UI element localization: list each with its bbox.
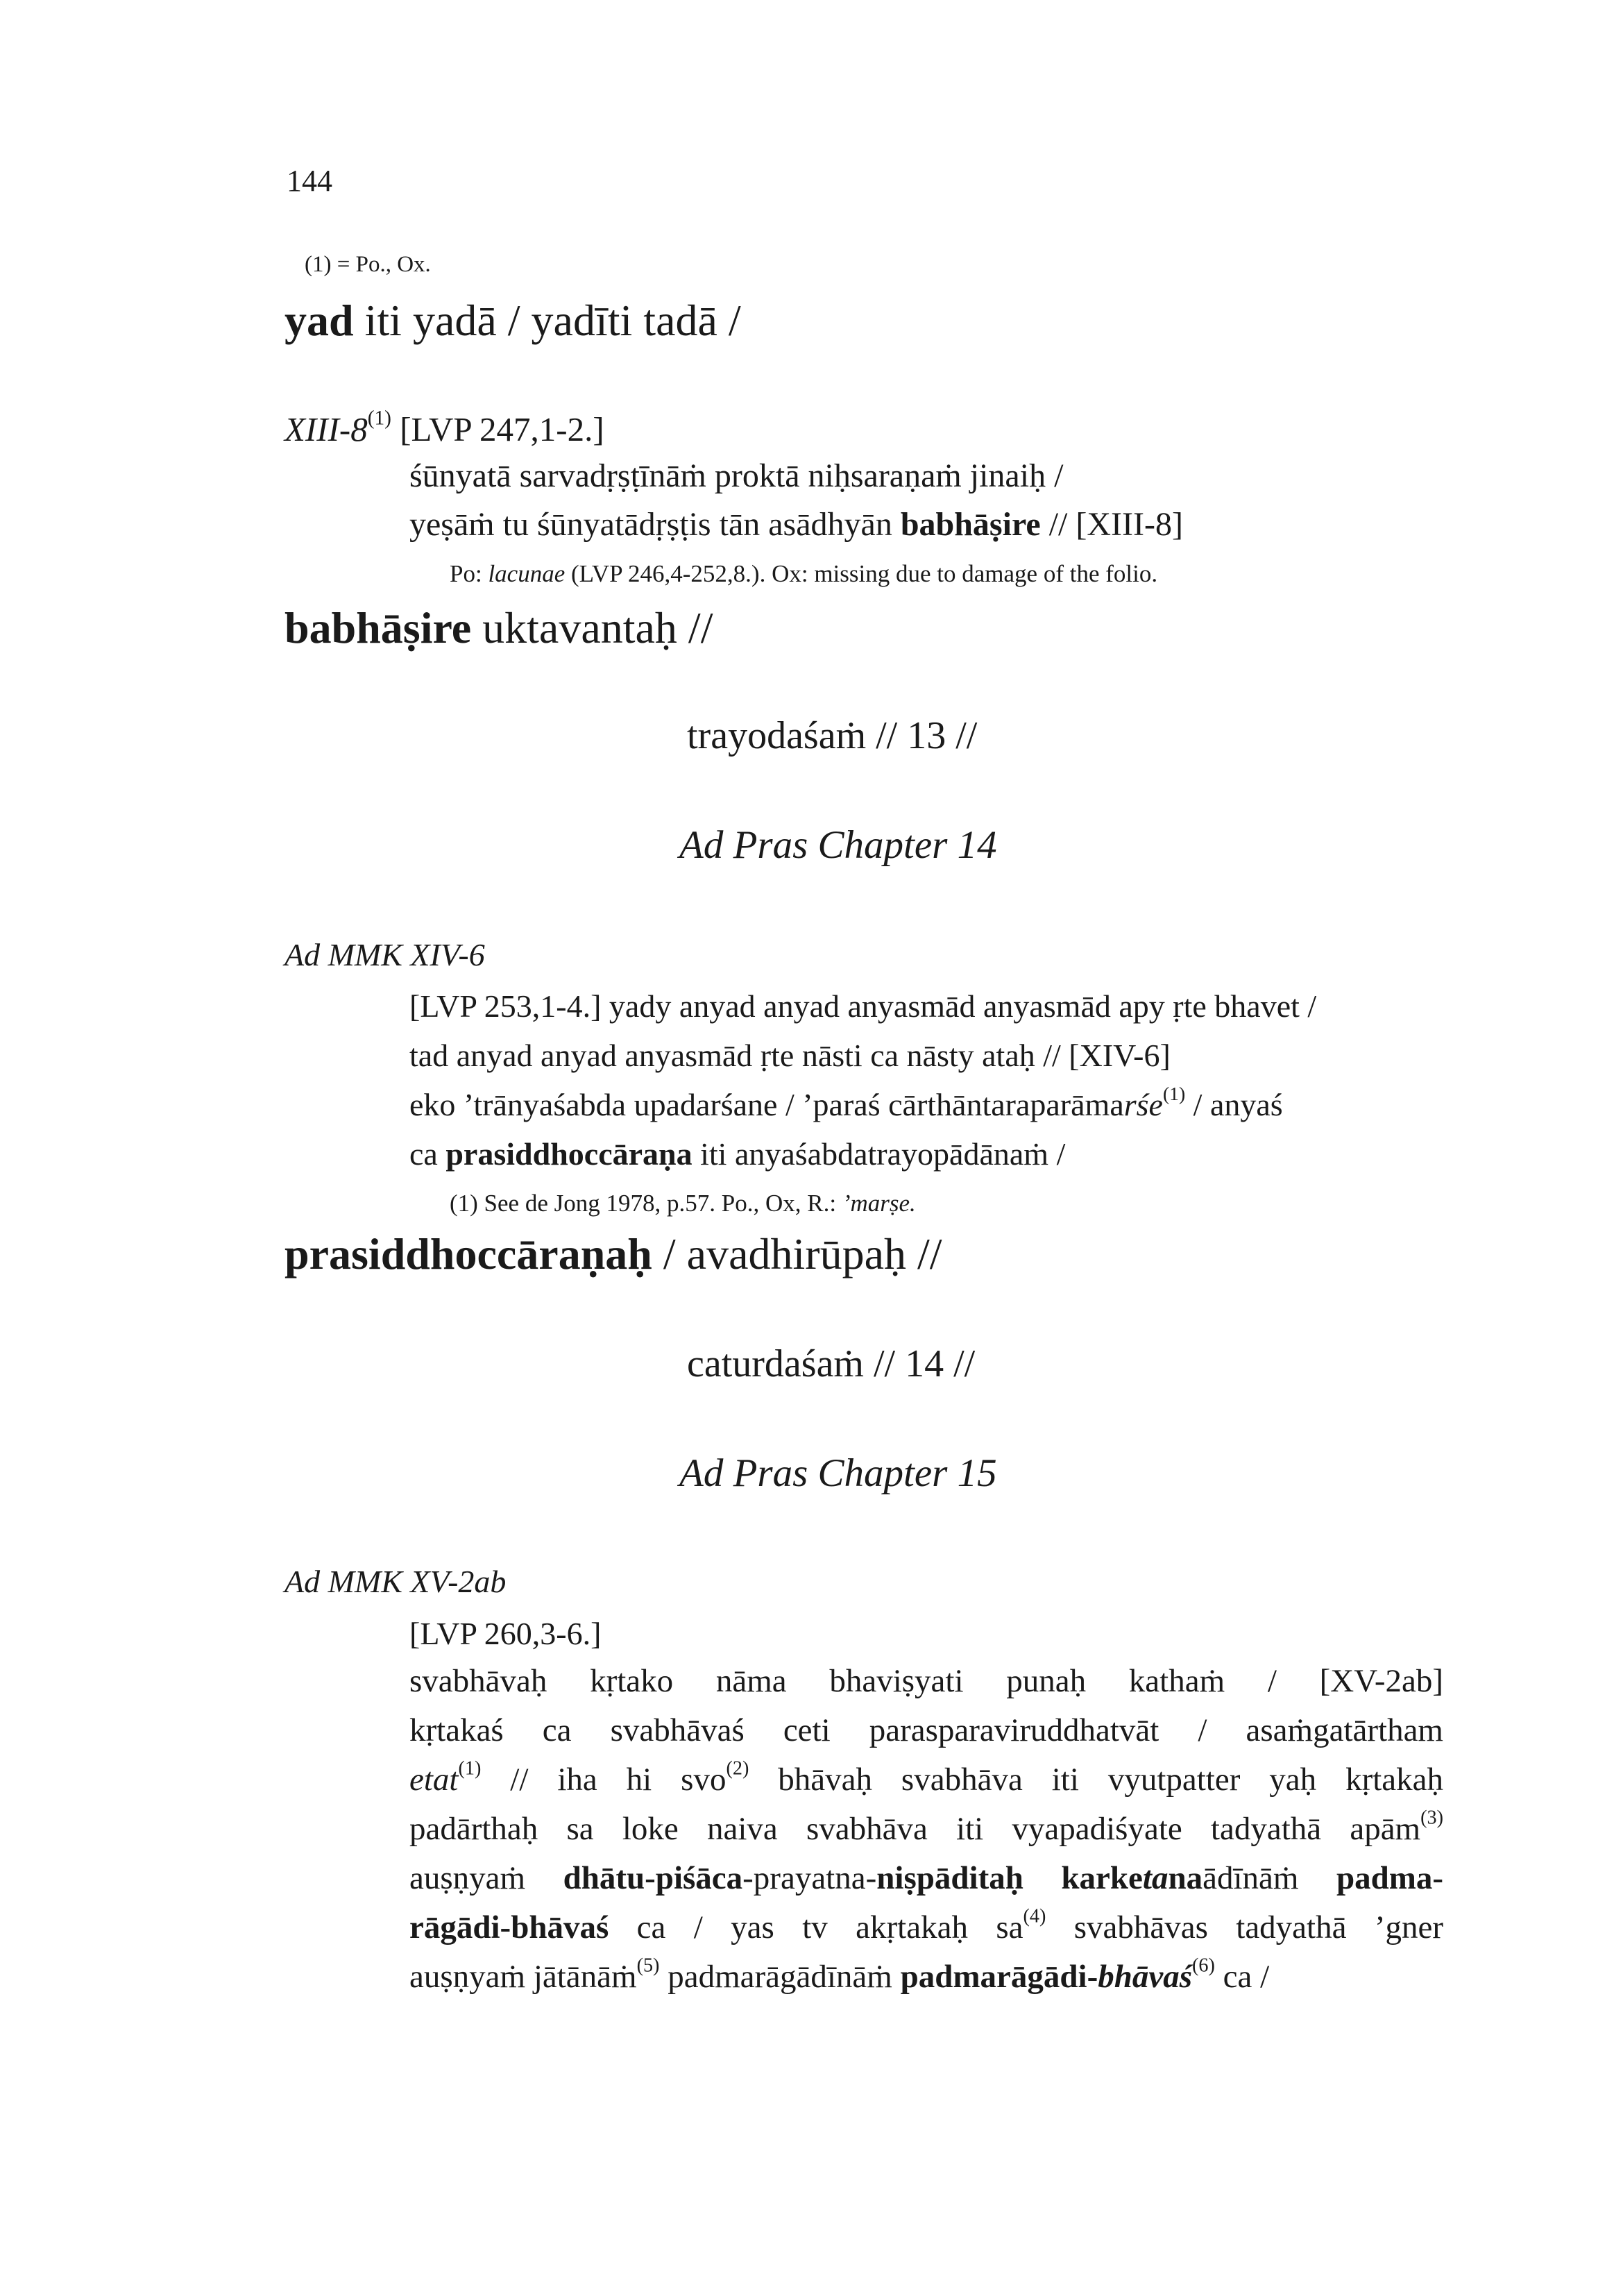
emphasized-word: babhāṣire (900, 506, 1041, 543)
text: ca (409, 1136, 438, 1172)
paragraph-line (409, 1903, 1443, 1952)
text: eko ’trānyaśabda upadarśane / ’paraś cārthāntaraparāma (409, 1087, 1124, 1122)
paragraph-line (409, 1952, 1443, 2002)
gloss: uktavantaḥ // (482, 603, 713, 652)
text-line: tad anyad anyad anyasmād ṛte nāsti ca nāsty ataḥ // [XIV-6] (409, 1038, 1171, 1073)
colophon-13: trayodaśaṁ // 13 // (687, 714, 978, 757)
footnote-marker: (2) (726, 1757, 749, 1780)
text-line: [LVP 253,1-4.] yady anyad anyad anyasmād anyasmād apy ṛte bhavet / (409, 988, 1317, 1024)
text: padārthaḥ sa loke naiva svabhāva iti vyapadiśyate tadyathā apām (409, 1811, 1421, 1847)
section-heading-xiv-6: Ad MMK XIV-6 (284, 937, 485, 972)
footnote-marker: (1) (458, 1757, 482, 1780)
lemma-line-yad (284, 295, 741, 346)
chapter-heading-14: Ad Pras Chapter 14 (679, 823, 997, 867)
emphasized-word: niṣpāditaḥ (876, 1860, 1023, 1896)
gloss: / avadhirūpaḥ // (663, 1229, 942, 1278)
footnote-marker: (5) (636, 1955, 660, 1977)
text: iti anyaśabdatrayopādānaṁ / (700, 1136, 1066, 1172)
text: svabhāvas tadyathā ’gner (1073, 1909, 1443, 1945)
text: padmarāgādīnāṁ (668, 1959, 892, 1995)
ref-location: [LVP 260,3-6.] (409, 1616, 602, 1651)
commentary-paragraph (409, 1657, 1443, 2002)
paragraph-line (409, 1755, 1443, 1805)
text: ca / yas tv akṛtakaḥ sa (636, 1909, 1023, 1945)
top-footnote: (1) = Po., Ox. (305, 252, 431, 277)
emphasized-word: karketana (1061, 1860, 1203, 1896)
lemma: yad (284, 296, 354, 345)
lemma-line-babhasire (284, 602, 713, 654)
paragraph-line (409, 1854, 1443, 1903)
note-text: (1) See de Jong 1978, p.57. Po., Ox, R.: (450, 1190, 837, 1217)
lemma: babhāṣire (284, 603, 472, 652)
verse-line: śūnyatā sarvadṛṣṭīnāṁ proktā niḥsaraṇaṁ jinaiḥ / (409, 457, 1064, 494)
chapter-heading-15: Ad Pras Chapter 15 (679, 1451, 997, 1495)
ref-location: [LVP 247,1-2.] (400, 410, 604, 448)
text: auṣṇyaṁ jātānāṁ (409, 1959, 637, 1995)
page-number: 144 (287, 164, 332, 198)
colophon-14: caturdaśaṁ // 14 // (687, 1342, 976, 1385)
emphasized-word: prasiddhoccāraṇa (445, 1136, 692, 1172)
note-text: Po: (450, 560, 482, 587)
footnote-marker: (3) (1420, 1807, 1443, 1829)
text: bhāvaḥ svabhāva iti vyutpatter yaḥ kṛtakaḥ (778, 1762, 1444, 1798)
gloss: iti yadā / yadīti tadā / (364, 296, 741, 345)
verse-text: yeṣāṁ tu śūnyatādṛṣṭis tān asādhyān (409, 506, 892, 543)
note-italic: lacunae (488, 560, 566, 587)
paragraph-line (409, 1805, 1443, 1854)
text: // iha hi svo (510, 1762, 726, 1798)
section-heading-xv-2ab: Ad MMK XV-2ab (284, 1564, 507, 1599)
text-line (409, 1082, 1283, 1124)
text: ca / (1223, 1959, 1270, 1995)
footnote-marker: (1) (367, 407, 391, 430)
footnote-marker: (6) (1192, 1955, 1215, 1977)
italic-text: rśe (1123, 1087, 1163, 1122)
text: auṣṇyaṁ (409, 1860, 526, 1896)
verse-line (409, 505, 1183, 543)
verse-ref: // [XIII-8] (1048, 506, 1183, 543)
text-line (409, 1136, 1065, 1173)
emphasized-word: dhātu-piśāca (563, 1860, 743, 1896)
variant-note (450, 560, 1157, 588)
text: ādīnāṁ (1203, 1860, 1299, 1896)
note-text: (LVP 246,4-252,8.). Ox: missing due to damage of the folio. (571, 560, 1158, 587)
footnote-xiv-6 (450, 1190, 916, 1217)
text: / anyaś (1193, 1087, 1283, 1122)
text: -prayatna- (742, 1860, 877, 1896)
note-italic: ’marṣe. (842, 1190, 916, 1217)
paragraph-line: svabhāvaḥ kṛtako nāma bhaviṣyati punaḥ kathaṁ / [XV-2ab] (409, 1663, 1443, 1699)
ref-label: XIII-8 (284, 410, 368, 448)
emphasized-word: padma- (1336, 1860, 1444, 1896)
italic-text: etat (409, 1762, 459, 1798)
paragraph-line: kṛtakaś ca svabhāvaś ceti parasparaviruddhatvāt / asaṁgatārtham (409, 1712, 1443, 1748)
footnote-marker: (1) (1162, 1082, 1186, 1104)
lemma-line-prasiddhoccaranah (284, 1229, 942, 1280)
emphasized-word: padmarāgādi-bhāvaś (900, 1959, 1193, 1995)
verse-reference-xiii-8 (284, 407, 604, 449)
emphasized-word: rāgādi-bhāvaś (409, 1909, 609, 1945)
lemma: prasiddhoccāraṇaḥ (284, 1229, 652, 1278)
footnote-marker: (4) (1023, 1905, 1046, 1927)
